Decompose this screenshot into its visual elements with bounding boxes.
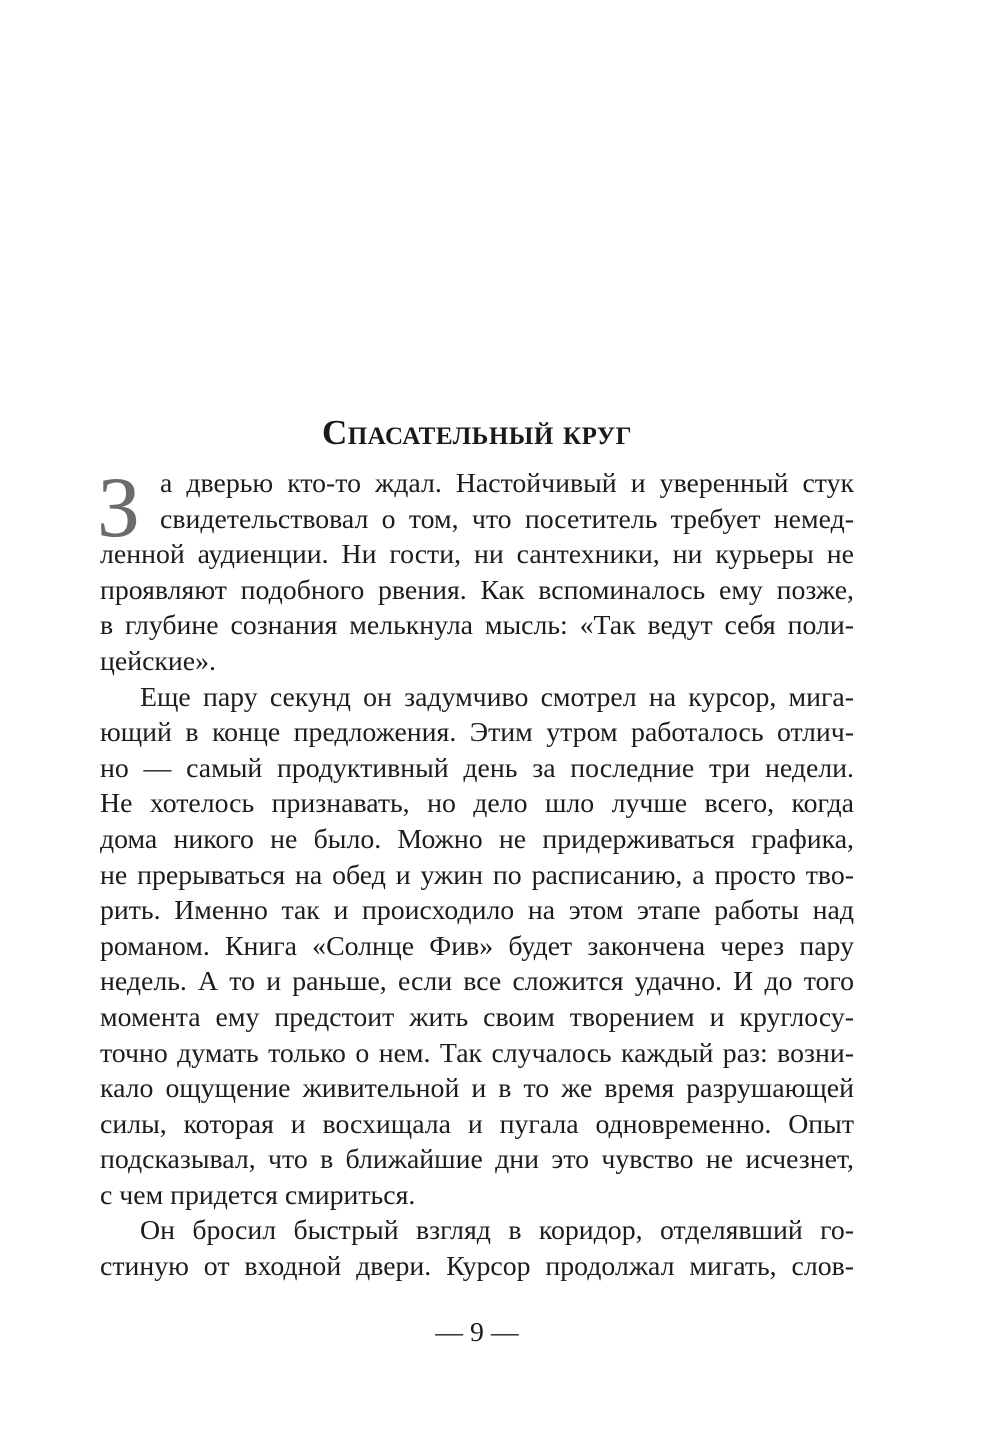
body-text: [100, 466, 854, 1285]
text-line: кало ощущение живительной и в то же время разрушающей: [100, 1073, 854, 1105]
text-line: дома никого не было. Можно не придерживаться графика,: [100, 823, 854, 855]
text-line: подсказывал, что в ближайшие дни это чувство не исчезнет,: [100, 1144, 854, 1176]
text-line: Он бросил быстрый взгляд в коридор, отделявший го-: [140, 1215, 854, 1247]
text-line: а дверью кто-то ждал. Настойчивый и уверенный стук: [160, 468, 854, 499]
drop-cap: З: [97, 459, 141, 555]
text-line: не прерываться на обед и ужин по расписанию, а просто тво-: [100, 859, 854, 891]
text-line: Не хотелось признавать, но дело шло лучше всего, когда: [100, 788, 854, 820]
text-line: Еще пару секунд он задумчиво смотрел на курсор, мига-: [140, 681, 854, 713]
text-line: проявляют подобного рвения. Как вспоминалось ему позже,: [100, 574, 854, 606]
page-number: — 9 —: [435, 1317, 519, 1348]
text-line: цейские».: [100, 645, 216, 677]
text-line: с чем придется смириться.: [100, 1179, 416, 1211]
text-line: в глубине сознания мелькнула мысль: «Так ведут себя поли-: [100, 610, 854, 642]
chapter-title: Спасательный круг: [321, 413, 633, 452]
text-line: недель. А то и раньше, если все сложится удачно. И до того: [100, 966, 854, 998]
text-line: стиную от входной двери. Курсор продолжал мигать, слов-: [100, 1251, 854, 1283]
text-line: свидетельствовал о том, что посетитель требует немед-: [160, 503, 854, 535]
text-line: точно думать только о нем. Так случалось каждый раз: возни-: [100, 1037, 854, 1069]
text-line: ленной аудиенции. Ни гости, ни сантехники, ни курьеры не: [100, 539, 854, 571]
text-line: силы, которая и восхищала и пугала одновременно. Опыт: [100, 1108, 854, 1140]
text-line: но — самый продуктивный день за последние три недели.: [100, 752, 854, 784]
text-line: романом. Книга «Солнце Фив» будет закончена через пару: [100, 930, 854, 962]
text-line: ющий в конце предложения. Этим утром работалось отлич-: [100, 717, 854, 749]
text-line: момента ему предстоит жить своим творением и круглосу-: [100, 1001, 854, 1033]
text-line: рить. Именно так и происходило на этом этапе работы над: [100, 895, 854, 927]
